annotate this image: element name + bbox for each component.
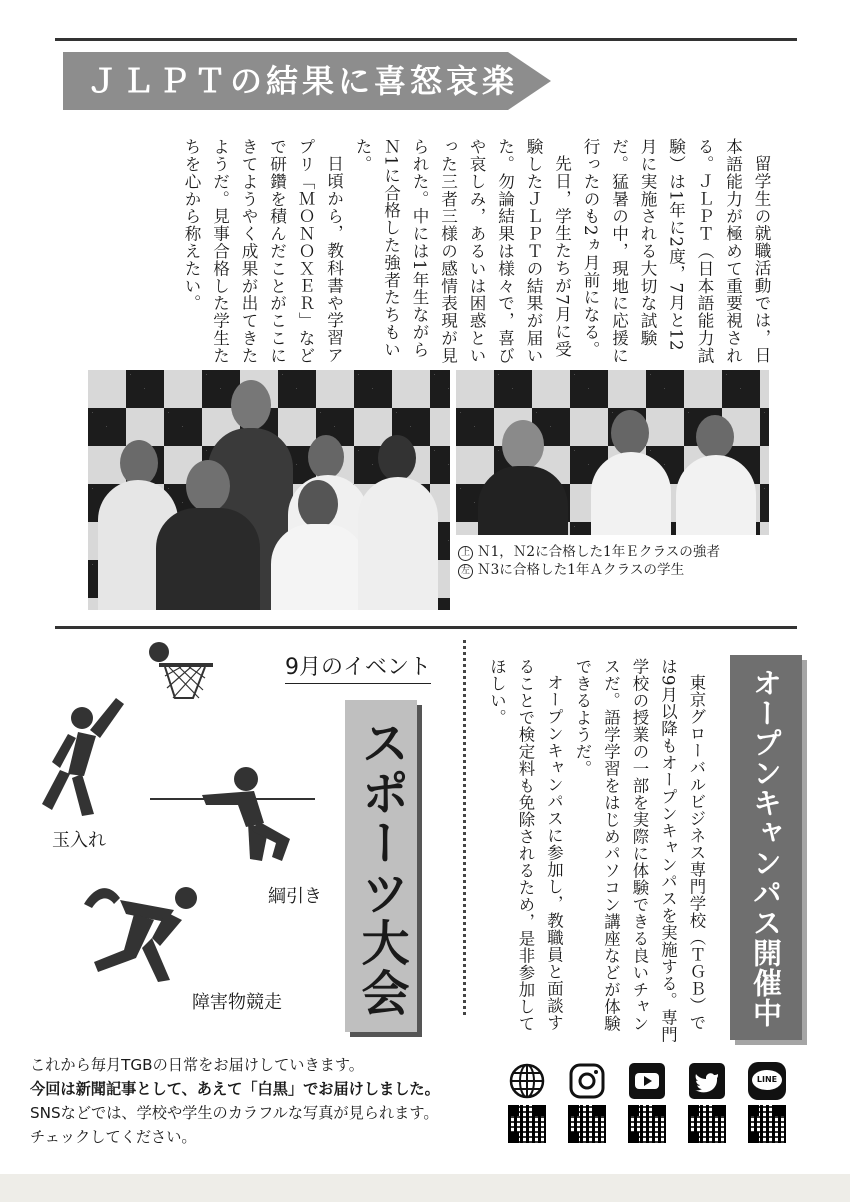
event-item-tug-of-war: 綱引き: [268, 886, 322, 907]
event-item-obstacle-race: 障害物競走: [192, 992, 282, 1013]
running-figure-icon: [82, 880, 200, 982]
page-title: ＪＬＰＴの結果に喜怒哀楽: [86, 62, 519, 100]
footer-line: チェックしてください。: [30, 1128, 197, 1146]
photo-n3-students: [88, 370, 450, 610]
photo-n1-n2-students: [456, 370, 769, 535]
photo-caption-left: 左 Ｎ3に合格した1年Ａクラスの学生: [458, 558, 684, 579]
open-campus-paragraph: オープンキャンパスに参加し，教職員と面談することで検定料も免除されるため，是非参加してほしい。: [487, 658, 564, 1032]
qr-code-line[interactable]: [748, 1105, 786, 1143]
ball-toss-figure-icon: [38, 690, 133, 818]
line-icon-label: LINE: [756, 1075, 778, 1084]
qr-code-twitter[interactable]: [688, 1105, 726, 1143]
tug-of-war-figure-icon: [150, 765, 315, 865]
youtube-icon[interactable]: [628, 1062, 666, 1100]
line-icon[interactable]: [748, 1062, 786, 1100]
basketball-hoop-icon: [145, 640, 215, 702]
article-paragraph: 留学生の就職活動では，日本語能力が極めて重要視される。ＪＬＰＴ（日本語能力試験）は1年に2度，7月と12月に実施される大切な試験だ。猛暑の中，現地に応援に行ったのも2ヵ月前になる。: [581, 138, 771, 365]
top-rule: [55, 38, 797, 41]
qr-code-web[interactable]: [508, 1105, 546, 1143]
open-campus-article: [470, 658, 710, 1048]
article-paragraph: 先日，学生たちが7月に受験したＪＬＰＴの結果が届いた。勿論結果は様々で，喜びや哀しみ，あるいは困惑といった三者三様の感情表現が見られた。中には1年生ながらＮ1に合格した強者たちもいた。: [353, 138, 572, 365]
twitter-icon[interactable]: [688, 1062, 726, 1100]
bottom-band: [0, 1174, 850, 1202]
sports-day-title: スポーツ大会: [353, 718, 409, 1018]
open-campus-title: オープンキャンパス開催中: [749, 668, 783, 1028]
photo-caption-top: 上 Ｎ1，Ｎ2に合格した1年Ｅクラスの強者: [458, 540, 720, 561]
open-campus-paragraph: 東京グローバルビジネス専門学校（ＴＧＢ）では9月以降もオープンキャンパスを実施する。専門学校の授業の一部を実際に体験できる良いチャンスだ。語学学習をはじめパソコン講座などが体験できるようだ。: [573, 658, 706, 1044]
section-rule: [55, 626, 797, 629]
dotted-divider: [463, 640, 466, 1015]
jlpt-article: [75, 138, 775, 368]
footer-line: SNSなどでは、学校や学生のカラフルな写真が見られます。: [30, 1104, 439, 1122]
event-heading: 9月のイベント: [285, 650, 431, 684]
article-paragraph: 日頃から，教科書や学習アプリ「ＭＯＮＯＸＥＲ」などで研鑽を積んだことがここにきてようやく成果が出てきたようだ。見事合格した学生たちを心から称えたい。: [182, 138, 344, 365]
footer-line: 今回は新聞記事として、あえて「白黒」でお届けしました。: [30, 1080, 440, 1098]
event-item-ball-toss: 玉入れ: [52, 830, 106, 851]
qr-code-instagram[interactable]: [568, 1105, 606, 1143]
footer-line: これから毎月TGBの日常をお届けしていきます。: [30, 1056, 364, 1074]
instagram-icon[interactable]: [568, 1062, 606, 1100]
qr-code-youtube[interactable]: [628, 1105, 666, 1143]
footer-message: [30, 1053, 440, 1149]
globe-icon[interactable]: [508, 1062, 546, 1100]
